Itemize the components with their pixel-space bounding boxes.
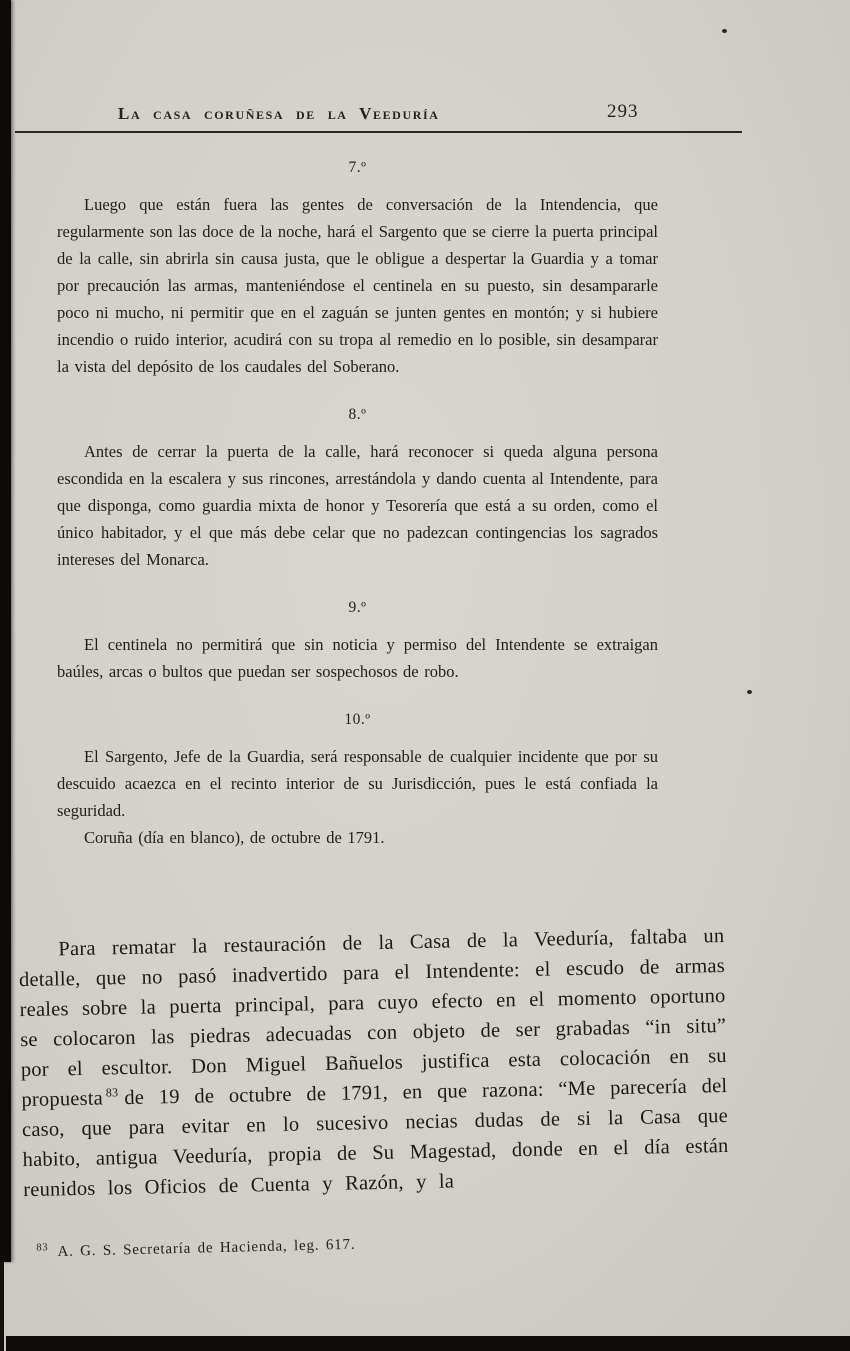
scan-gutter-shadow bbox=[0, 0, 11, 1262]
section-number: 9.º bbox=[348, 599, 367, 616]
section-7 bbox=[57, 159, 658, 380]
section-number: 10.º bbox=[344, 711, 371, 728]
section-9 bbox=[57, 599, 658, 685]
scan-speck bbox=[747, 690, 752, 694]
closing-paragraph bbox=[18, 921, 729, 1205]
page-number: 293 bbox=[607, 101, 639, 122]
scan-gutter-shadow-lower bbox=[0, 1262, 4, 1351]
scan-speck bbox=[722, 29, 727, 33]
ordinance-column bbox=[57, 150, 658, 851]
closing-text-before-ref: Para rematar la restauración de la Casa de la Veeduría, faltaba un detalle, que no pasó inadvertido para el Intendente: el escudo de armas reales sobre la puerta principal, para cuyo efecto en el momento oportuno se colocaron las piedras adecuadas con objeto de ser grabadas “in situ” por el escultor. Don Miguel Bañuelos justifica esta colocación en su propuesta bbox=[18, 924, 727, 1112]
header-rule bbox=[15, 131, 742, 133]
section-number: 7.º bbox=[348, 159, 367, 176]
section-number: 8.º bbox=[348, 406, 367, 423]
ordinance-paragraph: El centinela no permitirá que sin noticia y permiso del Intendente se extraigan baúles, arcas o bultos que puedan ser sospechosos de robo. bbox=[57, 635, 658, 681]
footnote-text: A. G. S. Secretaría de Hacienda, leg. 617. bbox=[57, 1236, 356, 1260]
section-10 bbox=[57, 711, 658, 851]
scan-bottom-edge bbox=[6, 1336, 850, 1351]
footnote-reference: 83 bbox=[105, 1085, 119, 1100]
footnote bbox=[36, 1232, 466, 1262]
section-8 bbox=[57, 406, 658, 573]
ordinance-paragraph: El Sargento, Jefe de la Guardia, será responsable de cualquier incidente que por su descuido acaezca en el recinto interior de su Jurisdicción, pues le está confiada la seguridad. bbox=[57, 747, 658, 820]
ordinance-paragraph: Antes de cerrar la puerta de la calle, hará reconocer si queda alguna persona escondida en la escalera y sus rincones, arrestándola y dando cuenta al Intendente, para que disponga, como guardia mixta de honor y Tesorería que está a su orden, como el único habitador, y el que más debe celar que no padezcan contingencias los sagrados intereses del Monarca. bbox=[57, 442, 658, 569]
ordinance-paragraph: Luego que están fuera las gentes de conversación de la Intendencia, que regularmente son las doce de la noche, hará el Sargento que se cierre la puerta principal de la calle, sin abrirla sin causa justa, que le obligue a despertar la Guardia y a tomar por precaución las armas, manteniéndose el centinela en su puesto, sin desampararle poco ni mucho, ni permitir que en el zaguán se junten gentes en montón; y si hubiere incendio o ruido interior, acudirá con su tropa al remedio en lo posible, sin desamparar la vista del depósito de los caudales del Soberano. bbox=[57, 195, 658, 376]
closing-text-after-ref: de 19 de octubre de 1791, en que razona: “Me parecería del caso, que para evitar en lo sucesivo necias dudas de si la Casa que habito, antigua Veeduría, propia de Su Magestad, donde en el día están reunidos los Oficios de Cuenta y Razón, y la bbox=[21, 1074, 729, 1202]
ordinance-paragraph: Coruña (día en blanco), de octubre de 1791. bbox=[84, 828, 385, 847]
footnote-marker: 83 bbox=[36, 1242, 49, 1254]
running-title: La casa coruñesa de la Veeduría bbox=[118, 104, 440, 123]
